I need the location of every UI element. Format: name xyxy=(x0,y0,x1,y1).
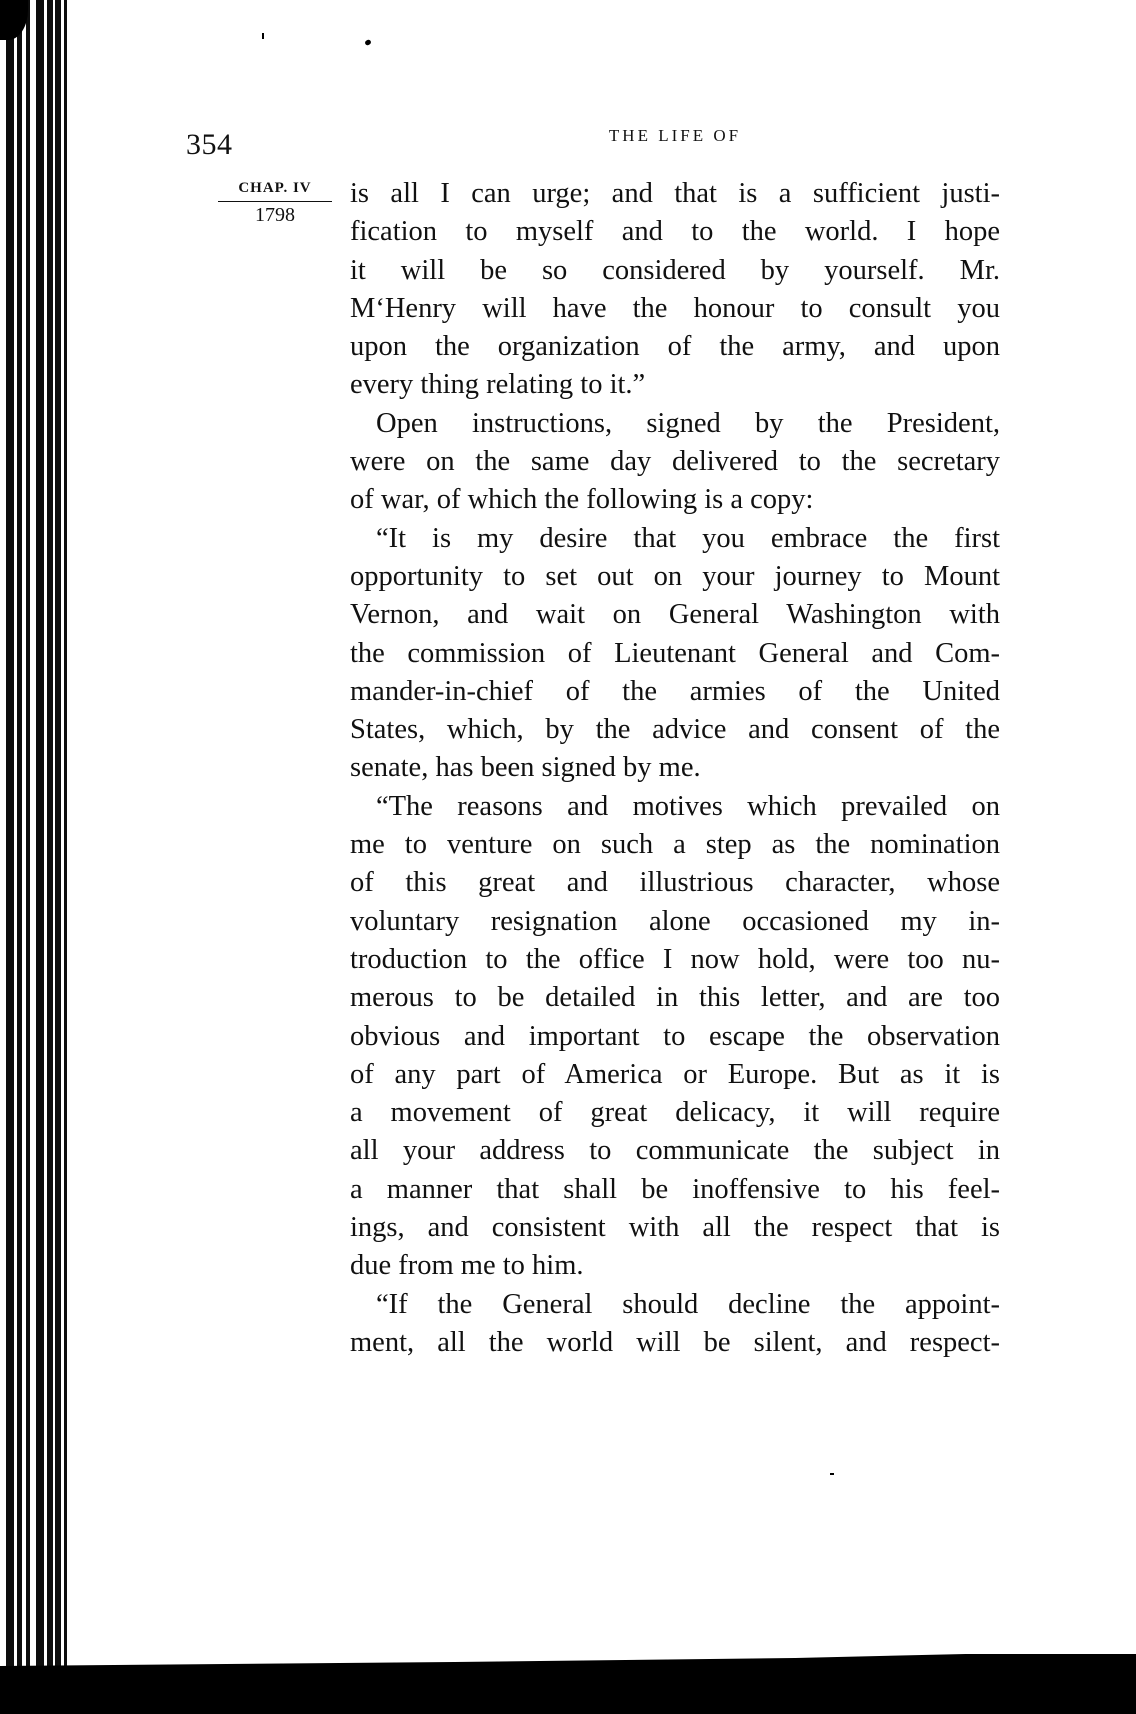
body-text xyxy=(350,175,1000,1362)
text-line: senate, has been signed by me. xyxy=(350,752,701,784)
text-line: Vernon, and wait on General Washington with xyxy=(350,599,1000,631)
text-line: due from me to him. xyxy=(350,1250,584,1282)
text-line: M‘Henry will have the honour to consult you xyxy=(350,292,1000,324)
text-line: troduction to the office I now hold, were too nu- xyxy=(350,943,1000,975)
text-line: a movement of great delicacy, it will require xyxy=(350,1097,1000,1129)
scan-speck xyxy=(262,33,264,39)
text-line: of this great and illustrious character, whose xyxy=(350,867,1000,899)
text-line: it will be so considered by yourself. Mr. xyxy=(350,254,1000,286)
page-number: 354 xyxy=(186,128,233,161)
book-binding-edge xyxy=(0,0,70,1714)
scan-speck xyxy=(830,1473,834,1475)
text-line: obvious and important to escape the observation xyxy=(350,1020,1000,1052)
text-line: merous to be detailed in this letter, and are too xyxy=(350,982,1000,1014)
text-line: opportunity to set out on your journey to Mount xyxy=(350,560,1000,592)
text-line: States, which, by the advice and consent of the xyxy=(350,714,1000,746)
running-head: THE LIFE OF xyxy=(608,126,742,145)
text-line: ment, all the world will be silent, and respect- xyxy=(350,1326,1000,1358)
text-line: is all I can urge; and that is a sufficient justi- xyxy=(350,178,1000,209)
text-line: mander-in-chief of the armies of the United xyxy=(350,675,1000,707)
text-line: were on the same day delivered to the secretary xyxy=(350,446,1000,478)
text-line: “The reasons and motives which prevailed on xyxy=(376,790,1000,822)
text-line: of any part of America or Europe. But as it is xyxy=(350,1058,1000,1090)
text-line: Open instructions, signed by the President, xyxy=(376,407,1000,439)
text-line: a manner that shall be inoffensive to his feel- xyxy=(350,1173,1000,1205)
text-line: “If the General should decline the appoint- xyxy=(376,1288,1000,1320)
text-line: voluntary resignation alone occasioned my in- xyxy=(350,905,1000,937)
year-label: 1798 xyxy=(255,204,295,226)
text-line: the commission of Lieutenant General and Com- xyxy=(350,637,1000,669)
text-line: fication to myself and to the world. I hope xyxy=(350,216,1000,248)
margin-sidenote xyxy=(210,180,340,227)
scan-speck xyxy=(364,39,372,46)
scan-bottom-shadow xyxy=(0,1654,1136,1714)
text-line: every thing relating to it.” xyxy=(350,369,646,401)
text-line: “It is my desire that you embrace the first xyxy=(376,522,1000,554)
text-line: me to venture on such a step as the nomination xyxy=(350,829,1000,861)
text-line: all your address to communicate the subject in xyxy=(350,1135,1000,1167)
chapter-label: CHAP. IV xyxy=(218,180,332,202)
text-line: of war, of which the following is a copy: xyxy=(350,484,814,516)
text-line: ings, and consistent with all the respect that is xyxy=(350,1212,1000,1244)
text-line: upon the organization of the army, and upon xyxy=(350,331,1000,363)
